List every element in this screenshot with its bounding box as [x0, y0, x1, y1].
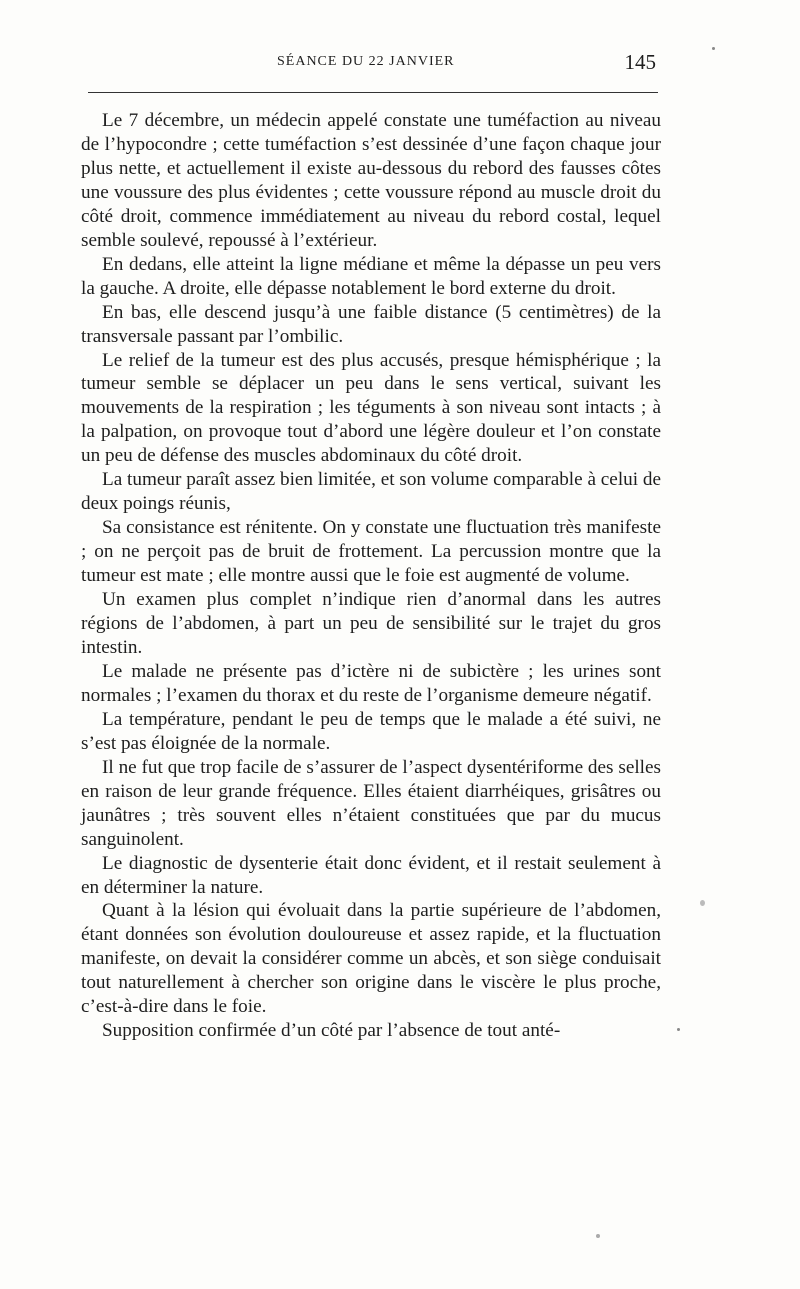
paragraph: Le diagnostic de dysenterie était donc évident, et il restait seulement à en déterminer la nature.: [81, 852, 661, 898]
paragraph: En bas, elle descend jusqu’à une faible distance (5 centimètres) de la transversale passant par l’ombilic.: [81, 301, 661, 347]
paper-speck: [700, 900, 705, 906]
paragraph: Supposition confirmée d’un côté par l’absence de tout anté-: [102, 1020, 561, 1042]
paragraph: Le 7 décembre, un médecin appelé constate une tuméfaction au niveau de l’hypocondre ; cette tuméfaction s’est dessinée d’une façon chaque jour plus nette, et actuellement il existe au-dessous du rebord des fausses côtes une voussure des plus évidentes ; cette voussure répond au muscle droit du côté droit, commence immédiatement au niveau du rebord costal, lequel semble soulevé, repoussé à l’extérieur.: [81, 110, 661, 251]
body-text: [81, 109, 661, 1043]
header-rule: [88, 92, 658, 93]
paragraph: Le malade ne présente pas d’ictère ni de subictère ; les urines sont normales ; l’examen du thorax et du reste de l’organisme demeure négatif.: [81, 660, 661, 706]
paragraph: Sa consistance est rénitente. On y constate une fluctuation très manifeste ; on ne perçoit pas de bruit de frottement. La percussion montre que la tumeur est mate ; elle montre aussi que le foie est augmenté de volume.: [81, 517, 661, 587]
paragraph: En dedans, elle atteint la ligne médiane et même la dépasse un peu vers la gauche. A droite, elle dépasse notablement le bord externe du droit.: [81, 253, 661, 299]
paragraph: Quant à la lésion qui évoluait dans la partie supérieure de l’abdomen, étant données son évolution douloureuse et assez rapide, et la fluctuation manifeste, on devait la considérer comme un abcès, et son siège conduisait tout naturellement à chercher son origine dans le viscère le plus proche, c’est-à-dire dans le foie.: [81, 900, 661, 1018]
paragraph: Le relief de la tumeur est des plus accusés, presque hémisphérique ; la tumeur semble se déplacer un peu dans le sens vertical, suivant les mouvements de la respiration ; les téguments à son niveau sont intacts ; à la palpation, on provoque tout d’abord une légère douleur et l’on constate un peu de défense des muscles abdominaux du côté droit.: [81, 349, 661, 467]
paragraph: La tumeur paraît assez bien limitée, et son volume comparable à celui de deux poings réunis,: [81, 469, 661, 515]
paper-speck: [596, 1234, 600, 1238]
paragraph: Il ne fut que trop facile de s’assurer de l’aspect dysentériforme des selles en raison de leur grande fréquence. Elles étaient diarrhéiques, grisâtres ou jaunâtres ; très souvent elles n’étaient constituées que par du mucus sanguinolent.: [81, 756, 661, 850]
paragraph: La température, pendant le peu de temps que le malade a été suivi, ne s’est pas éloignée de la normale.: [81, 708, 661, 754]
paragraph: Un examen plus complet n’indique rien d’anormal dans les autres régions de l’abdomen, à part un peu de sensibilité sur le trajet du gros intestin.: [81, 589, 661, 658]
running-title: SÉANCE DU 22 JANVIER: [277, 54, 455, 69]
running-head: [82, 50, 662, 80]
paper-speck: [712, 47, 715, 50]
page-number: 145: [624, 50, 656, 74]
paper-speck: [677, 1028, 680, 1031]
